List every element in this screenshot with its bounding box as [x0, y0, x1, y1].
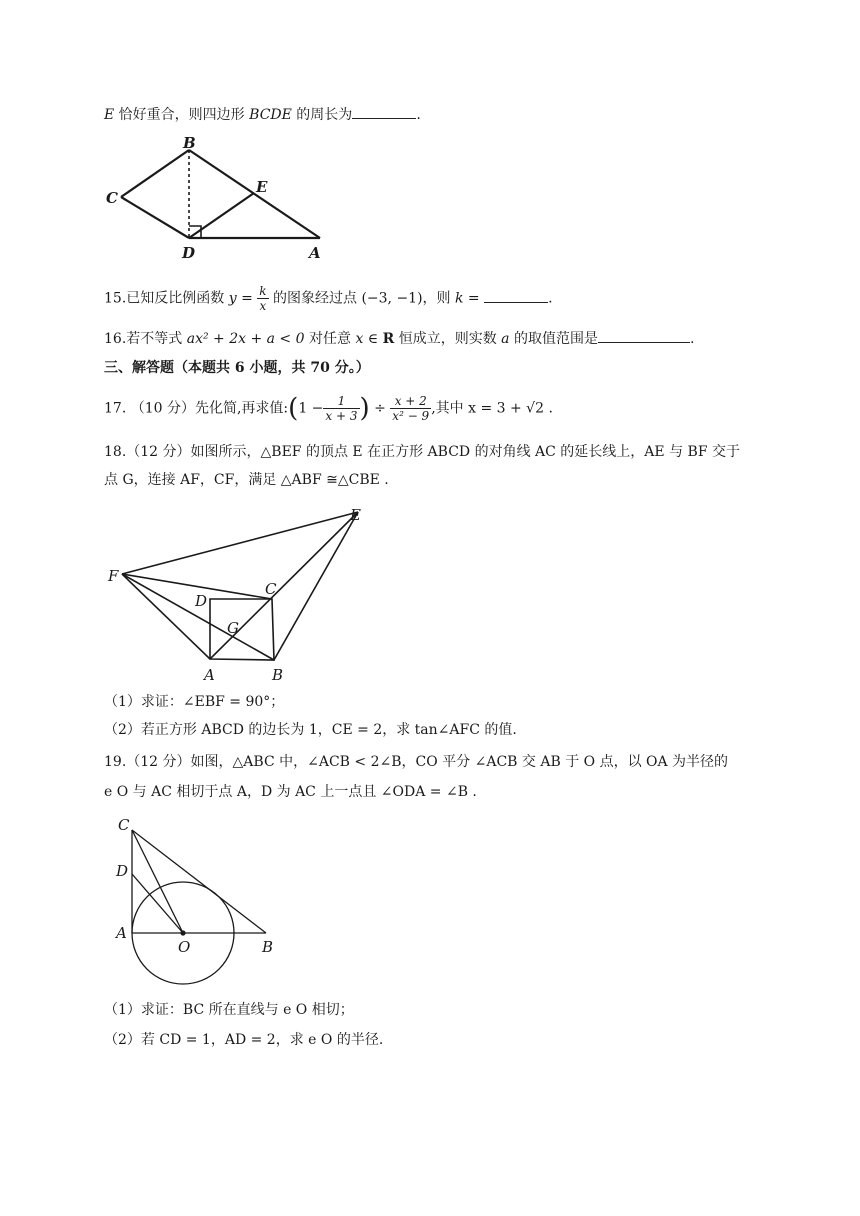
q17-fraction-2: [390, 394, 431, 423]
q17-f2-den: x² − 9: [392, 409, 430, 423]
label-b: B: [183, 134, 196, 152]
center-point-o: [180, 930, 185, 935]
q16-text-1: 若不等式: [126, 331, 187, 347]
q16-line: [104, 328, 694, 349]
q15-text-2: 的图象经过点 (−3, −1)，则: [268, 290, 455, 307]
q15-line: [104, 284, 553, 313]
q17-text-end: ,其中 x = 3 + √2 .: [431, 400, 553, 417]
q14-figure: [100, 134, 340, 264]
q14-answer-blank[interactable]: [352, 104, 416, 119]
q14-text-1: 恰好重合，则四边形: [114, 107, 250, 123]
q19-sub-1: （1）求证：BC 所在直线与 e O 相切；: [104, 1002, 354, 1018]
q14-var-bcde: BCDE: [249, 107, 292, 123]
label-e: E: [350, 506, 361, 524]
label-b: B: [272, 666, 284, 684]
q16-var-a: a: [501, 331, 510, 347]
q17-f2-num: x + 2: [390, 394, 431, 409]
section-3-title: 三、解答题（本题共 6 小题，共 70 分。）: [104, 360, 370, 376]
q16-answer-blank[interactable]: [598, 328, 690, 343]
q15-end: .: [548, 290, 553, 307]
q19-text-1: （12 分）如图，△ABC 中，∠ACB < 2∠B，CO 平分 ∠ACB 交 AB 于 O 点，以 OA 为半径的: [126, 754, 729, 770]
q14-tail-line: [104, 104, 421, 125]
q16-number: 16.: [104, 331, 127, 347]
q15-text-1: 已知反比例函数: [126, 290, 229, 307]
q17-line: [104, 394, 553, 423]
label-d: D: [195, 592, 208, 610]
q17-right-paren: ): [359, 393, 370, 424]
q15-answer-blank[interactable]: [484, 288, 548, 303]
q17-number: 17.: [104, 400, 127, 417]
q18-figure: [106, 502, 386, 688]
q19-line-1: [104, 752, 728, 772]
q14-end: .: [416, 107, 421, 123]
q16-x-in: x ∈: [355, 331, 383, 347]
q16-real-set: R: [382, 331, 395, 347]
q14-var-e: E: [104, 107, 115, 123]
q15-eq-lhs: y =: [228, 290, 258, 307]
q15-number: 15.: [104, 290, 127, 307]
label-c: C: [265, 580, 277, 598]
q16-text-4: 的取值范围是: [509, 331, 598, 347]
q18-number: 18.: [104, 444, 127, 460]
label-f: F: [108, 567, 119, 585]
q18-line-1: [104, 442, 740, 462]
q17-div: ÷: [369, 400, 391, 417]
line-cb: [132, 830, 266, 933]
q16-inequality: ax² + 2x + a < 0: [186, 331, 305, 347]
label-b: B: [262, 938, 274, 956]
label-d: D: [116, 862, 129, 880]
label-a: A: [116, 924, 127, 942]
line-fe: [122, 512, 358, 574]
q17-f1-den: x + 3: [325, 409, 358, 423]
q17-left-paren: (: [288, 393, 299, 424]
label-e: E: [256, 178, 268, 196]
line-co: [132, 830, 183, 933]
q15-frac-num: k: [259, 284, 267, 298]
q17-score: （10 分）先化简,再求值:: [130, 400, 289, 417]
label-o: O: [178, 938, 191, 956]
line-cd: [121, 197, 189, 238]
q19-number: 19.: [104, 754, 127, 770]
q17-f1-num: 1: [323, 394, 359, 409]
label-c: C: [106, 189, 118, 207]
label-a: A: [309, 244, 321, 262]
q17-one-minus: 1 −: [298, 400, 324, 417]
line-cb: [121, 150, 189, 197]
q16-text-2: 对任意: [304, 331, 356, 347]
q17-fraction-1: [323, 394, 359, 423]
q18-sub-1: （1）求证：∠EBF = 90°；: [104, 694, 285, 710]
q14-text-2: 的周长为: [291, 107, 353, 123]
label-a: A: [204, 666, 215, 684]
q15-frac-den: x: [259, 299, 267, 313]
q19-sub-2: （2）若 CD = 1，AD = 2，求 e O 的半径.: [104, 1032, 384, 1048]
q18-sub-2: （2）若正方形 ABCD 的边长为 1，CE = 2，求 tan∠AFC 的值.: [104, 722, 517, 738]
line-de: [189, 193, 254, 238]
q15-k-eq: k =: [455, 290, 480, 307]
line-be: [274, 512, 358, 660]
label-g: G: [227, 619, 239, 637]
q19-line-2: e O 与 AC 相切于点 A，D 为 AC 上一点且 ∠ODA = ∠B .: [104, 784, 477, 800]
q19-figure: [110, 812, 310, 992]
q16-text-3: 恒成立，则实数: [394, 331, 502, 347]
q15-fraction: [257, 284, 268, 313]
q18-text-1: （12 分）如图所示，△BEF 的顶点 E 在正方形 ABCD 的对角线 AC 的延长线上，AE 与 BF 交于: [126, 444, 740, 460]
label-d: D: [182, 244, 196, 262]
q16-end: .: [689, 331, 695, 347]
label-c: C: [118, 816, 130, 834]
q18-line-2: 点 G，连接 AF，CF，满足 △ABF ≅△CBE .: [104, 472, 389, 488]
